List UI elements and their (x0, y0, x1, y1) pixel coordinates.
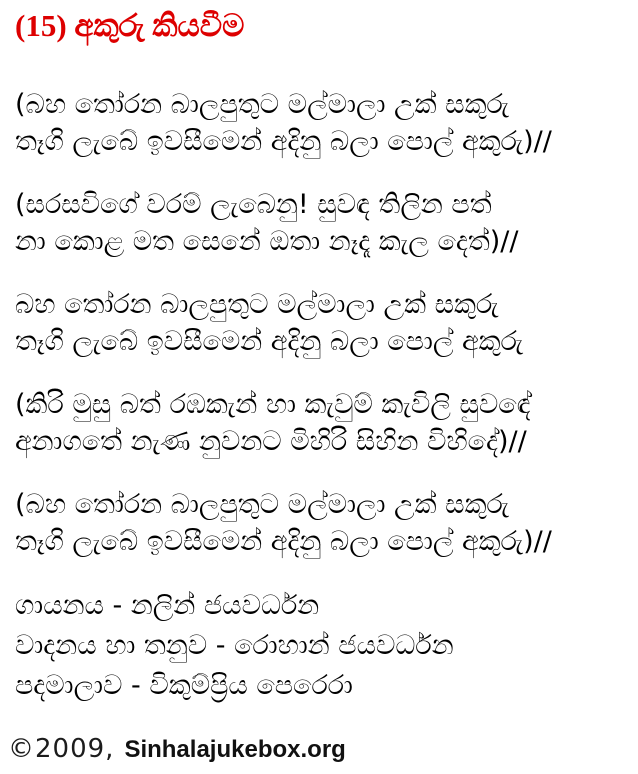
stanza-3 (15, 286, 630, 360)
stanza-1 (15, 86, 630, 160)
stanza-5 (15, 486, 630, 560)
footer (8, 734, 346, 764)
stanza-4 (15, 386, 630, 460)
page-title: (15) අකුරු කියවීම (15, 8, 245, 43)
credits-block (15, 586, 630, 706)
credit-singer: ගායනය - නලින් ජයවර්ධන (15, 590, 320, 621)
site-name: Sinhalajukebox.org (124, 736, 346, 763)
lyric-line: (කිරි මුසු බත් රඹකැන් හා කැවුම් කැවිලි සුවඳේ (15, 389, 531, 420)
copyright-text: ©2009, (8, 734, 115, 764)
stanza-2 (15, 186, 630, 260)
credit-lyrics: පදමාලාව - විකුම්ප්‍රිය පෙරෙරා (15, 670, 353, 701)
credit-music: වාදනය හා තනුව - රොහාන් ජයවර්ධන (15, 630, 454, 661)
lyric-line: (බහ තෝරන බාලපුතුට මල්මාලා උක් සකුරු (15, 89, 510, 120)
lyric-line: බහ තෝරන බාලපුතුට මල්මාලා උක් සකුරු (15, 289, 499, 320)
lyric-line: තෑගි ලැබේ ඉවසීමෙන් අදිනු බලා පොල් අකුරු)// (15, 126, 552, 157)
lyric-line: නා කොළ මත සෙනේ ඔතා නෑදෑ කැල දෙත්)// (15, 226, 519, 257)
lyric-line: තෑගි ලැබේ ඉවසීමෙන් අදිනු බලා පොල් අකුරු (15, 326, 524, 357)
lyric-line: (සරසවිගේ වරම් ලැබෙනු! සුවඳ තිලින පත් (15, 189, 492, 220)
lyric-line: (බහ තෝරන බාලපුතුට මල්මාලා උක් සකුරු (15, 489, 510, 520)
lyric-line: තෑගි ලැබේ ඉවසීමෙන් අදිනු බලා පොල් අකුරු)// (15, 526, 552, 557)
lyric-line: අනාගතේ නැණ නුවනට මිහිරි සිහින විහිදේ)// (15, 426, 527, 457)
